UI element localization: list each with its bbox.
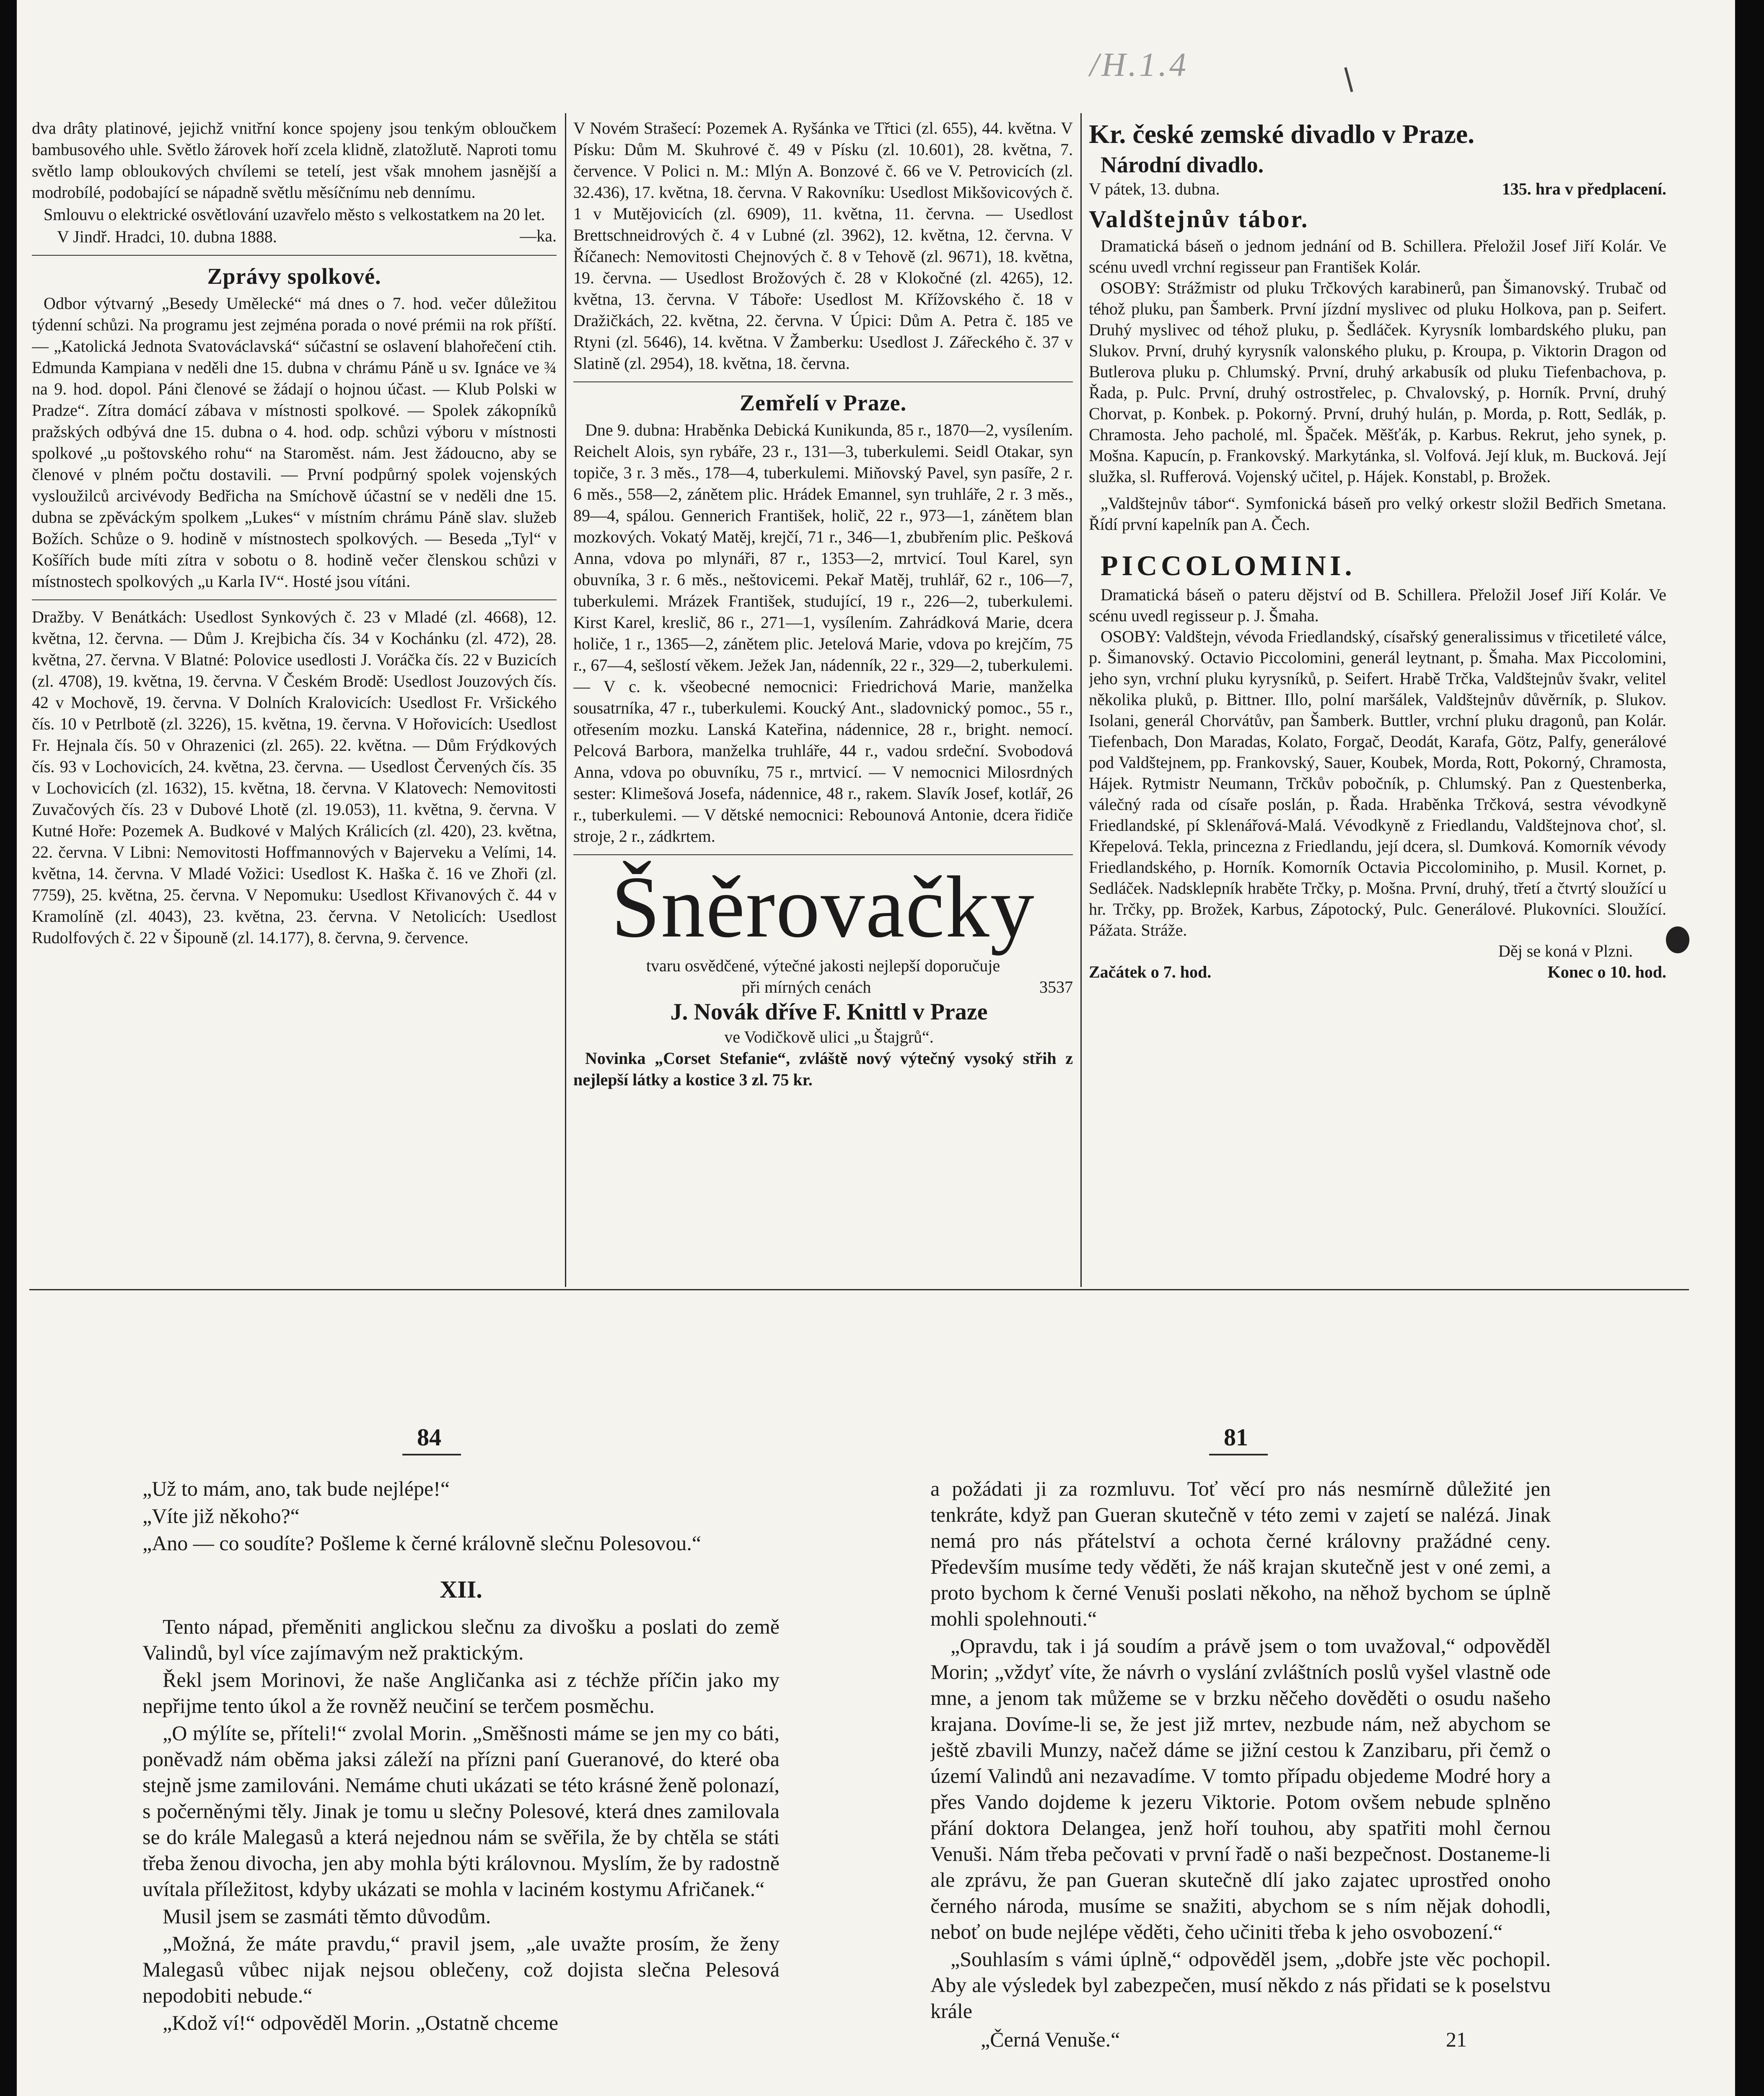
column-rule-2: [1080, 113, 1082, 1287]
theatre-title: Kr. české zemské divadlo v Praze.: [1089, 119, 1475, 149]
column-rule-1: [565, 113, 566, 1287]
section-title-deaths: Zemřelí v Praze.: [739, 390, 907, 415]
ad-line-2: při mírných cenách 3537: [573, 976, 1073, 998]
archive-pencil-mark: /H.1.4: [1090, 47, 1189, 83]
book-title-signature: „Černá Venuše.“: [981, 2028, 1120, 2051]
newspaper-column-1: [32, 117, 557, 1283]
book-paragraph: „Kdož ví!“ odpověděl Morin. „Ostatně chceme: [163, 2011, 559, 2034]
page-number-rule-left: [402, 1454, 461, 1455]
book-paragraph: „O mýlíte se, příteli!“ zvolal Morin. „Směšnosti máme se jen my co báti, poněvadž nám oběma jaksi záleží na přízni paní Gueranové, do které oba stejně jsme zamilováni. Nemáme chuti ukázati se této krásné ženě polonazí, s počerněnými těly. Jinak je tomu u slečny Polesové, která dnes zamilovala se do krále Malegasů a která nejednou nám se svěřila, že by chtěla se státi třeba ženou divocha, jen aby mohla býti královnou. Myslím, že by radostně uvítala příležitost, kdyby ukázati se mohla v laciném kostymu Afričanek.“: [142, 1721, 780, 1901]
ad-novelty: Novinka „Corset Stefanie“, zvláště nový výtečný vysoký střih z nejlepší látky a kostice 3 zl. 75 kr.: [573, 1049, 1073, 1089]
auctions-body: Dražby. V Benátkách: Usedlost Synkových č. 23 v Mladé (zl. 4668), 12. května, 12. června. — Dům J. Krejbicha čís. 34 v Kochánku (zl. 472), 28. května, 27. června. V Blatné: Polovice usedlosti J. Voráčka čís. 22 v Buzicích (zl. 4708), 19. května, 19. června. V Českém Brodě: Usedlost Jouzových čís. 42 v Mochově, 19. června. V Dolních Kralovicích: Usedlost Fr. Vršického čís. 10 v Petrlbotě (zl. 3226), 15. května, 19. června. V Hořovicích: Usedlost Fr. Hejnala čís. 50 v Ohrazenici (zl. 265). 22. května. — Dům Frýdkových čís. 93 v Lochovicích, 24. května, 23. června. — Usedlost Červených čís. 35 v Lochovicích (zl. 1632), 15. května, 18. června. V Klatovech: Nemovitosti Zuvačových čís. 23 v Dubové Lhotě (zl. 19.053), 11. května, 9. června. V Kutné Hoře: Pozemek A. Budkové v Malých Králicích (zl. 420), 23. května, 22. června. V Libni: Nemovitosti Hoffmannových v Bajerveku a Velími, 14. května, 14. června. V Mladé Vožici: Usedlost K. Haška č. 16 ve Zhoři (zl. 7759), 25. května, 25. června. V Nepomuku: Usedlost Křivanových č. 44 v Kramolíně (zl. 4043), 23. května, 23. června. V Netolicích: Usedlost Rudolfových č. 22 v Šipouně (zl. 14.177), 8. června, 9. července.: [32, 607, 557, 947]
lighting-contract: Smlouvu o elektrické osvětlování uzavřelo město s velkostatkem na 20 let. —ka.: [32, 204, 557, 225]
ad-number: 3537: [1039, 978, 1073, 996]
play-title-valdstejnuv-tabor: Valdštejnův tábor.: [1089, 205, 1309, 233]
pencil-tick-mark: [1344, 67, 1353, 92]
play2-cast: OSOBY: Valdštejn, vévoda Friedlandský, císařský generalissimus v třicetileté válce, p. Šimanovský. Octavio Piccolomini, generál leytnant, p. Šmaha. Max Piccolomini, jeho syn, vrchní pluku kyrysníků, p. Seifert. Hrabě Trčka, Valdštejnův švakr, velitel několika pluků, p. Bittner. Illo, polní maršálek, Valdštejnův důvěrník, p. Slukov. Isolani, generál Chorvátův, pan Šamberk. Buttler, vrchní pluku dragonů, pan Kolár. Tiefenbach, Don Maradas, Kolato, Forgač, Deodát, Karafa, Götz, Palfy, generálové pod Valdštejnem, pp. Frankovský, Sauer, Koubek, Morda, Rott, Pokorný, Chramosta, Hájek. Rytmistr Neumann, Trčkův pobočník, p. Chlumský. Pan z Questenberka, válečný rada od císaře poslán, p. Řada. Hraběnka Trčková, sestra vévodkyně Friedlandské, pí Sklenářová-Malá. Vévodkyně z Friedlandu, Valdštejnova choť, sl. Křepelová. Tekla, princezna z Friedlandu, její dcera, sl. Dumková. Komorník vévody Friedlandského, p. Horník. Komorník Octavia Piccolominiho, p. Musil. Kornet, p. Sedláček. Nadsklepník hraběte Trčky, p. Mošna. První, druhý, třetí a čtvrtý sloužící u hr. Trčky, pp. Brožek, Karbus, Zápotocký, Pulc. Generálové. Plukovníci. Sloužící. Pážata. Stráže.: [1089, 627, 1666, 939]
play-title-piccolomini: PICCOLOMINI.: [1101, 550, 1356, 581]
dialogue-line: „Víte již někoho?“: [142, 1504, 300, 1528]
club-news-body: Odbor výtvarný „Besedy Umělecké“ má dnes o 7. hod. večer důležitou týdenní schůzi. Na programu jest zejména porada o nové prémii na rok příští. — „Katolická Jednota Svatováclavská“ súčastní se oslavení blahořečení ctih. Edmunda Kampiana v neděli dne 15. dubna v chrámu Páně u sv. Ignáce ve ¾ na 9. hod. dopol. Páni členové se žádají o hojnou účast. — Klub Polski w Pradze“. Zítra domácí zábava v místnosti spolkové. — Spolek zákopníků pražských odbývá dne 15. dubna o 4. hod. odp. schůzi výboru v místnosti spolkové „u poštovského rohu“ na Staroměst. nám. Jest žádoucno, aby se členové v plném počtu dostavili. — První podpůrný spolek vojenských vysloužilců arcivévody Bedřicha na Smíchově účastní se v neděli dne 15. dubna se zpěváckým spolkem „Lukes“ v místním chrámu Páně slav. služeb Božích. Schůze o 9. hodině v místnostech spolkových. — Beseda „Tyl“ v Košířích bude míti zítra v sobotu o 8. hodině večer členskou schůzi v místnostech spolkových „u Karla IV“. Hosté jsou vítáni.: [32, 294, 557, 591]
performance-day: V pátek, 13. dubna.: [1089, 179, 1220, 198]
play1-cast: OSOBY: Strážmistr od pluku Trčkových karabinerů, pan Šimanovský. Trubač od téhož pluku, pan Šamberk. První jízdní myslivec od pluku Holkova, pan p. Seifert. Druhý myslivec od téhož pluku, p. Šedláček. Kyrysník lombardského pluku, pan Slukov. První, druhý kyrysník valonského pluku, p. Kroupa, p. Viktorin Dragon od Butlerova pluku p. Chlumský. První, druhý arkabusík od pluku Tiefenbachova, p. Řada, p. Pulc. První, druhý ostrostřelec, p. Chvalovský, p. Horník. První, druhý Chorvat, p. Konbek. p. Pokorný. První, druhý hulán, p. Morda, p. Rott, Sedlák, p. Chramosta. Jeho pacholé, ml. Špaček. Měšťák, p. Karbus. Rekrut, jeho synek, p. Mošna. Kapucín, p. Frankovský. Markytánka, sl. Volfová. Její kluk, m. Bucková. Její služka, sl. Rufferová. Vojenský učitel, p. Hájek. Konstabl, p. Brožek.: [1089, 278, 1666, 486]
start-time: Začátek o 7. hod.: [1089, 962, 1212, 981]
punch-hole: [1666, 926, 1689, 953]
page-number-rule-right: [1209, 1454, 1268, 1455]
performance-times: [1089, 962, 1666, 983]
play1-music-note: „Valdštejnův tábor“. Symfonická báseň pro velký orkestr složil Bedřich Smetana. Řídí první kapelník pan A. Čech.: [1089, 494, 1666, 534]
dialogue-line: „Ano — co soudíte? Pošleme k černé královně slečnu Polesovou.“: [142, 1531, 701, 1555]
book-paragraph: Řekl jsem Morinovi, že naše Angličanka asi z téchže příčin jako my nepřijme tento úkol a že rovněž neučiní se terčem posměchu.: [142, 1668, 780, 1717]
section-divider: [32, 599, 557, 600]
book-paragraph: „Možná, že máte pravdu,“ pravil jsem, „ale uvažte prosím, že ženy Malegasů vůbec nijak nejsou oblečeny, což dojista slečna Pelesová nepodobiti nebude.“: [142, 1932, 780, 2007]
author-signature: —ka.: [520, 226, 557, 245]
book-paragraph: „Opravdu, tak i já soudím a právě jsem o tom uvažoval,“ odpověděl Morin; „vždyť víte, že návrh o vyslání zvláštních poslů vyšel vlastně ode mne, a jenom tak můžeme se v brzku něčeho dověděti o osudu našeho krajana. Dovíme-li se, že jest již mrtev, nezbude nám, než abychom se ještě zbavili Munzy, načež dáme se jižní cestou k Zanzibaru, při čemž o území Valindů ani nezavadíme. V tomto případu objedeme Modré hory a přes Vando dojdeme k jezeru Viktorie. Potom ovšem nebude splněno přání doktora Delangea, jenž hoří touhou, aby spatřiti mohl černou Venuši. Nám třeba pečovati v první řadě o naši bezpečnost. Dostaneme-li ale zprávu, že pan Gueran skutečně dlí jako zajatec uprostřed onoho černého národa, musíme se snažiti, abychom se s ním nějak dohodli, neboť on bude nejlépe věděti, čeho učiniti třeba k jeho osvobození.“: [930, 1634, 1551, 1943]
book-paragraph: Musil jsem se zasmáti těmto důvodům.: [163, 1904, 491, 1928]
book-paragraph: „Souhlasím s vámi úplně,“ odpověděl jsem, „dobře jste věc pochopil. Aby ale výsledek byl zabezpečen, musí někdo z nás přidati se k poselstvu krále: [930, 1947, 1551, 2023]
left-page-number: 84: [417, 1424, 441, 1451]
newspaper-column-3-theatre: [1089, 117, 1666, 1283]
play2-description: Dramatická báseň o pateru dějství od B. Schillera. Přeložil Josef Jiří Kolár. Ve scénu uvedl regisseur p. J. Šmaha.: [1089, 585, 1666, 625]
theatre-subtitle: Národní divadlo.: [1101, 152, 1264, 177]
lead-paragraph: dva drâty platinové, jejichž vnitřní konce spojeny jsou tenkým obloučkem bambusového uhle. Světlo žárovek hoří zcela klidně, zlatožlutě. Naproti tomu světlo lamp obloukových chvílemi se tetelí, jest však mnohem jasnější a modrobílé, podobající se nápadně světlu měsíčnímu neb dennímu.: [32, 119, 557, 202]
book-page-left: [142, 1476, 780, 2096]
ad-firm-name: J. Novák dříve F. Knittl v Praze: [670, 999, 988, 1025]
dateline: V Jindř. Hradci, 10. dubna 1888.: [57, 227, 277, 246]
ad-line-1: tvaru osvědčené, výtečné jakosti nejlepší doporučuje: [646, 956, 1000, 975]
corset-advertisement: [573, 861, 1073, 1090]
play1-description: Dramatická báseň o jednom jednání od B. Schillera. Přeložil Josef Jiří Kolár. Ve scénu uvedl vrchní regisseur pan František Kolár.: [1089, 236, 1666, 276]
section-divider: [32, 255, 557, 256]
book-page-right: [930, 1476, 1551, 2096]
ad-headline: Šněrovačky: [611, 859, 1035, 956]
signature-number: 21: [1446, 2028, 1467, 2051]
auctions-continued: V Novém Strašecí: Pozemek A. Ryšánka ve Třtici (zl. 655), 44. května. V Písku: Dům M. Skuhrové č. 49 v Písku (zl. 10.601), 28. května, 7. července. V Polici n. M.: Mlýn A. Bonzové č. 66 ve V. Petrovicích (zl. 32.436), 17. května, 18. června. V Rakovníku: Usedlost Mikšovicových č. 1 v Mutějovicích (zl. 6909), 11. května, 11. června. — Usedlost Brettschneidrových č. 4 v Lubné (zl. 3962), 12. května, 12. června. V Říčanech: Nemovitosti Chejnových č. 8 v Tehově (zl. 9671), 18. května, 19. června. — Usedlost Brožových č. 28 v Klokočné (zl. 4265), 12. května, 13. června. V Táboře: Usedlost M. Křížovského č. 18 v Dražičkách, 22. května, 22. června. V Úpici: Dům A. Petra č. 185 ve Rtyni (zl. 5646), 14. května. V Žamberku: Usedlost J. Zářeckého č. 37 v Slatině (zl. 2954), 18. května, 18. června.: [573, 119, 1073, 373]
section-title-club-news: Zprávy spolkové.: [207, 264, 381, 289]
clipping-bottom-rule: [29, 1289, 1689, 1290]
play2-scene: Děj se koná v Plzni.: [1498, 942, 1633, 960]
section-divider: [573, 854, 1073, 855]
scanned-page: [17, 0, 1735, 2096]
book-signature-line: [930, 2026, 1551, 2052]
right-page-number: 81: [1224, 1424, 1248, 1451]
book-paragraph: a požádati ji za rozmluvu. Toť věcí pro nás nesmírně důležité jen tenkráte, když pan Gueran skutečně v této zemi v zajetí se nalézá. Jinak nemá pro nás přátelství a ochota černé královny pražádné ceny. Především musíme tedy věděti, že náš krajan skutečně jest v oné zemi, a proto bychom k černé Venuši poslati někoho, na něhož bychom se úplně mohli spolehnouti.“: [930, 1477, 1551, 1630]
book-paragraph: Tento nápad, přeměniti anglickou slečnu za divošku a poslati do země Valindů, byl více zajímavým než praktickým.: [142, 1615, 780, 1664]
chapter-heading: XII.: [440, 1576, 482, 1603]
newspaper-column-2: [573, 117, 1073, 1283]
end-time: Konec o 10. hod.: [1547, 962, 1666, 981]
ad-address: ve Vodičkově ulici „u Štajgrů“.: [724, 1027, 934, 1046]
deaths-body: Dne 9. dubna: Hraběnka Debická Kunikunda, 85 r., 1870—2, vysílením. Reichelt Alois, syn rybáře, 23 r., 131—3, tuberkulemi. Seidl Otakar, syn topiče, 3 r. 3 měs., 178—4, tuberkulemi. Miňovský Pavel, syn pasíře, 2 r. 6 měs., 558—2, zánětem plic. Hrádek Emannel, syn truhláře, 2 r. 3 měs., 89—4, spálou. Gennerich František, holič, 22 r., 973—1, zánětem blan mozkových. Vokatý Matěj, krejčí, 71 r., 346—1, zbubřením plic. Pešková Anna, vdova po mlynáři, 87 r., 1353—2, mrtvicí. Toul Karel, syn obuvníka, 3 r. 6 měs., neštovicemi. Pekař Matěj, truhlář, 62 r., 106—7, tuberkulemi. Mrázek František, studující, 19 r., 226—2, tuberkulemi. Kirst Karel, kreslič, 86 r., 271—1, vysílením. Zahrádková Marie, dcera holiče, 1 r., 1365—2, zánětem plic. Jetelová Marie, vdova po krejčím, 75 r., 67—4, sešlostí věkem. Ježek Jan, nádenník, 22 r., 329—2, tuberkulemi. — V c. k. všeobecné nemocnici: Friedrichová Marie, manželka sousatrníka, 47 r., tuberkulemi. Koucký Ant., sladovnický pomoc., 55 r., otřesením mozku. Lanská Kateřina, nádennice, 28 r., bright. nemocí. Pelcová Barbora, manželka truhláře, 44 r., vadou srdeční. Svobodová Anna, vdova po obuvníku, 75 r., mrtvicí. — V nemocnici Milosrdných sester: Klimešová Josefa, nádennice, 48 r., rakem. Slavík Josef, kotlář, 26 r., tuberkulemi. — V dětské nemocnici: Rebounová Antonie, dcera řidiče stroje, 2 r., zádkrtem.: [573, 420, 1073, 846]
performance-info: [1089, 179, 1666, 200]
dialogue-line: „Už to mám, ano, tak bude nejlépe!“: [142, 1477, 450, 1500]
section-divider: [573, 381, 1073, 382]
performance-number: 135. hra v předplacení.: [1502, 179, 1666, 198]
